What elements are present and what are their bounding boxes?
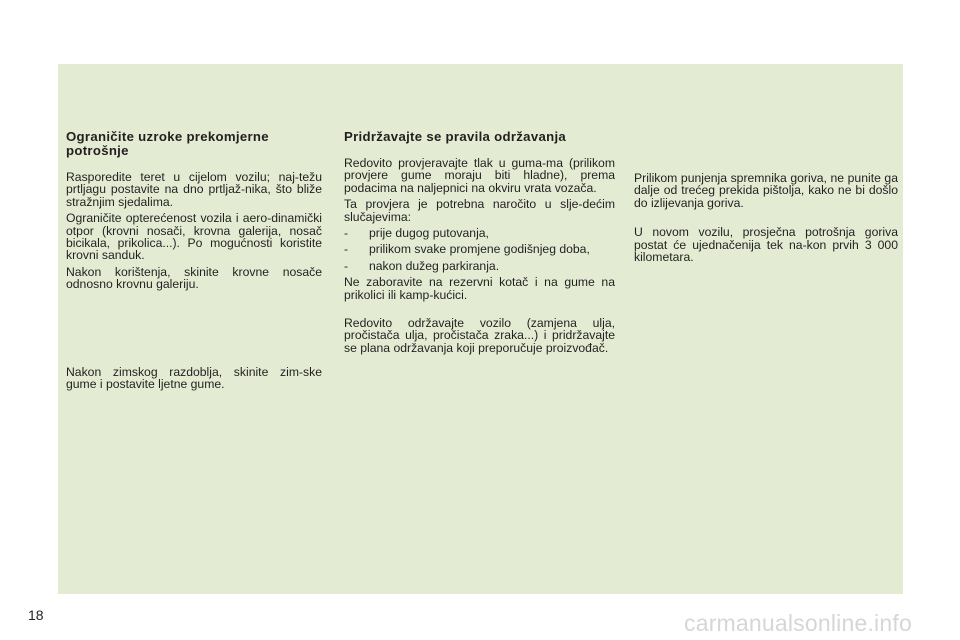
list-text: prije dugog putovanja,	[369, 226, 489, 241]
right-paragraph-2: U novom vozilu, prosječna potrošnja goriva postat će ujednačenija tek na-kon prvih 3 000 kilometara.	[634, 225, 898, 265]
watermark: carmanualsonline.info	[684, 610, 912, 636]
left-heading: Ograničite uzroke prekomjerne potrošnje	[66, 129, 269, 158]
left-paragraph-3: Nakon korištenja, skinite krovne nosače odnosno krovnu galeriju.	[66, 264, 322, 292]
list-text: prilikom svake promjene godišnjeg doba,	[369, 242, 590, 257]
middle-paragraph-4: Redovito održavajte vozilo (zamjena ulja, pročistača ulja, pročistača zraka...) i pridržavajte se plana održavanja koji preporučuje proizvođač.	[344, 316, 615, 355]
right-column	[634, 172, 898, 263]
list-item	[344, 260, 615, 272]
list-dash: -	[344, 258, 349, 273]
left-paragraph-1: Rasporedite teret u cijelom vozilu; naj-težu prtljagu postavite na dno prtljaž-nika, što bliže stražnjim sjedalima.	[66, 170, 322, 209]
right-paragraph-1: Prilikom punjenja spremnika goriva, ne punite ga dalje od trećeg prekida pištolja, kako ne bi došlo do izlijevanja goriva.	[634, 171, 898, 210]
list-dash: -	[344, 226, 349, 241]
page-number: 18	[28, 607, 44, 623]
middle-paragraph-3: Ne zaboravite na rezervni kotač i na gume na prikolici ili kamp-kućici.	[344, 275, 615, 302]
content-panel	[58, 64, 903, 594]
list-dash: -	[344, 242, 349, 257]
left-column	[66, 130, 322, 291]
list-item	[344, 243, 615, 255]
middle-paragraph-2: Ta provjera je potrebna naročito u slje-dećim slučajevima:	[344, 197, 615, 224]
middle-paragraph-1: Redovito provjeravajte tlak u guma-ma (prilikom provjere gume moraju biti hladne), prema podacima na naljepnici na okviru vrata vozača.	[344, 156, 615, 195]
middle-column	[344, 130, 615, 354]
list-item	[344, 227, 615, 239]
list-text: nakon dužeg parkiranja.	[369, 258, 500, 273]
left-column-lower	[66, 366, 322, 391]
left-paragraph-2: Ograničite opterećenost vozila i aero-dinamički otpor (krovni nosači, krovna galerija, nosač bicikala, prikolica...). Po mogućnosti koristite krovni sanduk.	[66, 211, 322, 263]
middle-heading: Pridržavajte se pravila održavanja	[344, 129, 567, 144]
left-paragraph-4: Nakon zimskog razdoblja, skinite zim-ske gume i postavite ljetne gume.	[66, 365, 322, 392]
